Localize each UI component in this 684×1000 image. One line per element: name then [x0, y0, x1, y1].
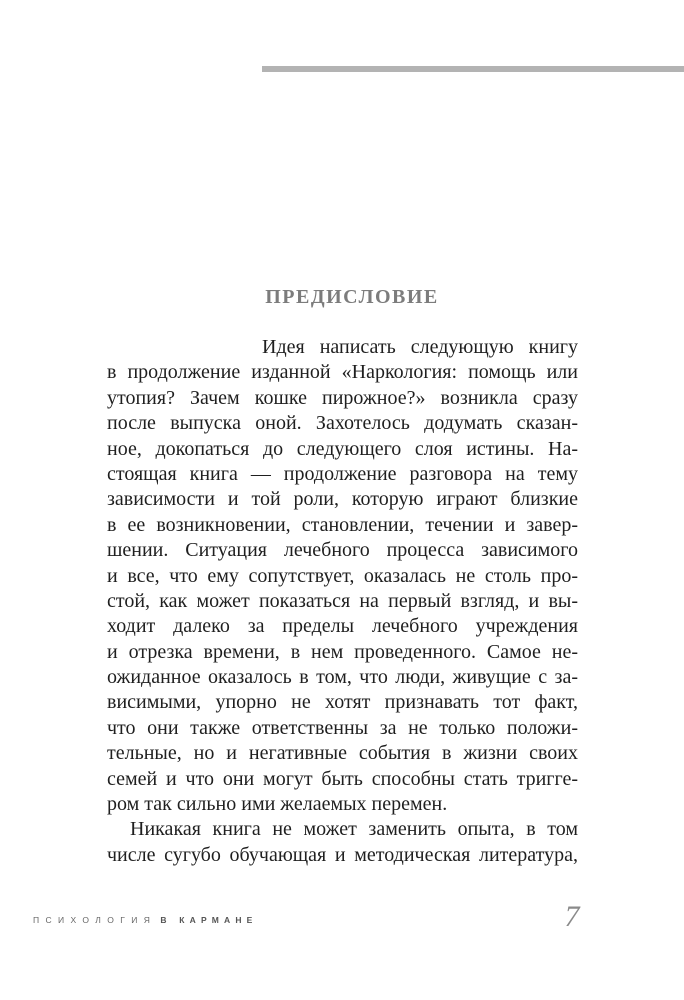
running-footer-series: [33, 912, 258, 928]
text-line: в ее возникновении, становлении, течении и завер-: [107, 513, 578, 536]
text-line: и отрезка времени, в нем проведенного. Самое не-: [107, 640, 578, 663]
text-line: в продолжение изданной «Наркология: помощь или: [107, 361, 578, 384]
series-suffix: В КАРМАНЕ: [160, 915, 258, 925]
text-line: тельные, но и негативные события в жизни своих: [107, 742, 578, 765]
text-line: ожиданное оказалось в том, что люди, живущие с за-: [107, 666, 578, 689]
top-decorative-rule: [262, 66, 684, 72]
text-line: что они также ответственны за не только положи-: [107, 716, 578, 739]
text-line: зависимости и той роли, которую играют близкие: [107, 488, 578, 511]
text-line: утопия? Зачем кошке пирожное?» возникла сразу: [107, 386, 578, 409]
text-line: после выпуска оной. Захотелось додумать сказан-: [107, 412, 578, 435]
text-line: шении. Ситуация лечебного процесса зависимого: [107, 539, 578, 562]
text-line: и все, что ему сопутствует, оказалась не столь про-: [107, 564, 578, 587]
text-line: ходит далеко за пределы лечебного учреждения: [107, 615, 578, 638]
text-line: стоящая книга — продолжение разговора на тему: [107, 462, 578, 485]
paragraph-1: [107, 335, 578, 817]
page-number: 7: [564, 900, 580, 933]
text-line: ное, докопаться до следующего слоя истины. На-: [107, 437, 578, 460]
body-text: [107, 335, 578, 868]
paragraph-2: [107, 817, 578, 868]
text-line: висимыми, упорно не хотят признавать тот факт,: [107, 691, 578, 714]
text-line: числе сугубо обучающая и методическая литература,: [107, 843, 578, 866]
text-line: стой, как может показаться на первый взгляд, и вы-: [107, 589, 578, 612]
text-line: Идея написать следующую книгу: [262, 336, 578, 358]
series-name: ПСИХОЛОГИЯ: [33, 915, 157, 925]
chapter-title: ПРЕДИСЛОВИЕ: [265, 286, 439, 308]
text-line: Никакая книга не может заменить опыта, в том: [130, 818, 578, 841]
text-line: семей и что они могут быть способны стать тригге-: [107, 767, 578, 790]
text-line: ром так сильно ими желаемых перемен.: [107, 793, 448, 816]
